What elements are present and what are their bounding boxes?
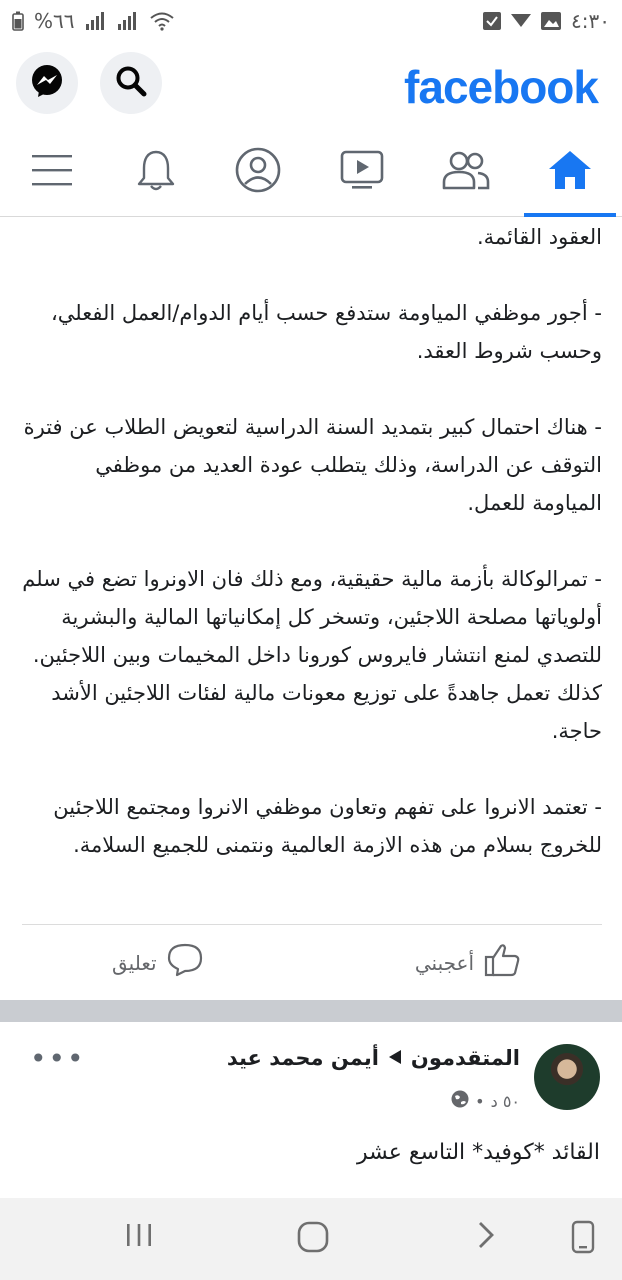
main-nav — [0, 128, 622, 217]
menu-icon — [31, 152, 73, 192]
comment-button[interactable] — [112, 943, 203, 982]
avatar[interactable] — [534, 1044, 600, 1110]
friends-icon — [442, 150, 490, 194]
image-notification-icon — [541, 12, 561, 30]
post-meta — [451, 1090, 520, 1112]
recent-apps-button[interactable] — [124, 1220, 154, 1254]
status-right — [483, 9, 610, 33]
signal-icon-2 — [117, 12, 139, 30]
post-body — [20, 218, 602, 902]
group-name[interactable]: المتقدمون — [410, 1046, 520, 1070]
phone-rotate-icon — [570, 1220, 596, 1258]
clock-text: ٤:٣٠ — [571, 9, 610, 33]
status-bar — [0, 0, 622, 42]
battery-icon — [12, 11, 24, 31]
like-label: أعجبني — [414, 950, 474, 975]
author-name[interactable]: أيمن محمد عيد — [226, 1046, 379, 1070]
post-author-line — [227, 1046, 520, 1070]
messenger-button[interactable] — [16, 52, 78, 114]
more-options-icon[interactable]: ••• — [30, 1042, 86, 1075]
messenger-icon — [29, 63, 65, 103]
globe-icon — [451, 1090, 469, 1112]
signal-icon — [85, 12, 107, 30]
comment-icon — [167, 943, 203, 982]
top-bar — [0, 42, 622, 128]
tab-notifications[interactable] — [106, 128, 206, 216]
facebook-logo[interactable]: facebook — [404, 61, 598, 113]
thumbs-up-icon — [484, 943, 520, 982]
tab-home[interactable] — [520, 128, 620, 216]
back-button[interactable] — [474, 1220, 498, 1254]
battery-percent: ٦٦% — [34, 9, 75, 33]
post-time: ٥٠ د — [490, 1091, 520, 1111]
checkbox-notification-icon — [483, 12, 501, 30]
system-nav-bar — [0, 1198, 622, 1280]
post-actions — [22, 924, 602, 1001]
recent-apps-icon — [124, 1220, 154, 1254]
profile-icon — [235, 147, 281, 197]
like-button[interactable] — [415, 943, 520, 982]
post-paragraph: - تمرالوكالة بأزمة مالية حقيقية، ومع ذلك فان الاونروا تضع في سلم أولوياتها مصلحة اللاجئين، وتسخر كل إمكانياتها المالية والبشرية للتصدي لمنع انتشار فايروس كورونا داخل المخيمات وبين اللاجئين. كذلك تعمل جاهدةً على توزيع معونات مالية لفئات اللاجئين الأشد حاجة. — [22, 567, 602, 743]
comment-label: تعليق — [112, 950, 157, 975]
home-icon — [547, 149, 593, 195]
active-tab-indicator — [524, 213, 616, 217]
next-post — [0, 1022, 622, 1198]
video-icon — [340, 150, 384, 194]
post-paragraph: - تعتمد الانروا على تفهم وتعاون موظفي الانروا ومجتمع اللاجئين للخروج بسلام من هذه الازمة العالمية ونتمنى للجميع السلامة. — [53, 795, 602, 857]
status-left — [12, 9, 175, 33]
post-text: القائد *كوفيد* التاسع عشر — [356, 1140, 600, 1165]
tab-profile[interactable] — [208, 128, 308, 216]
home-system-button[interactable] — [296, 1220, 330, 1258]
post-paragraph: العقود القائمة. — [476, 225, 602, 249]
home-circle-icon — [296, 1220, 330, 1258]
search-icon — [114, 64, 148, 102]
dot-separator: • — [475, 1091, 485, 1111]
screen-toggle-button[interactable] — [570, 1220, 596, 1258]
bell-icon — [136, 148, 176, 196]
chevron-right-icon — [474, 1220, 498, 1254]
post-paragraph: - أجور موظفي المياومة ستدفع حسب أيام الدوام/العمل الفعلي، وحسب شروط العقد. — [50, 301, 602, 363]
search-button[interactable] — [100, 52, 162, 114]
tab-friends[interactable] — [416, 128, 516, 216]
arrow-left-icon — [387, 1046, 403, 1070]
wifi-icon — [149, 11, 175, 31]
post-paragraph: - هناك احتمال كبير بتمديد السنة الدراسية لتعويض الطلاب عن فترة التوقف عن الدراسة، وذلك يتطلب عودة العديد من موظفي المياومة للعمل. — [23, 415, 602, 515]
tab-watch[interactable] — [312, 128, 412, 216]
download-notification-icon — [511, 14, 531, 28]
tab-menu[interactable] — [2, 128, 102, 216]
feed-divider — [0, 1000, 622, 1022]
